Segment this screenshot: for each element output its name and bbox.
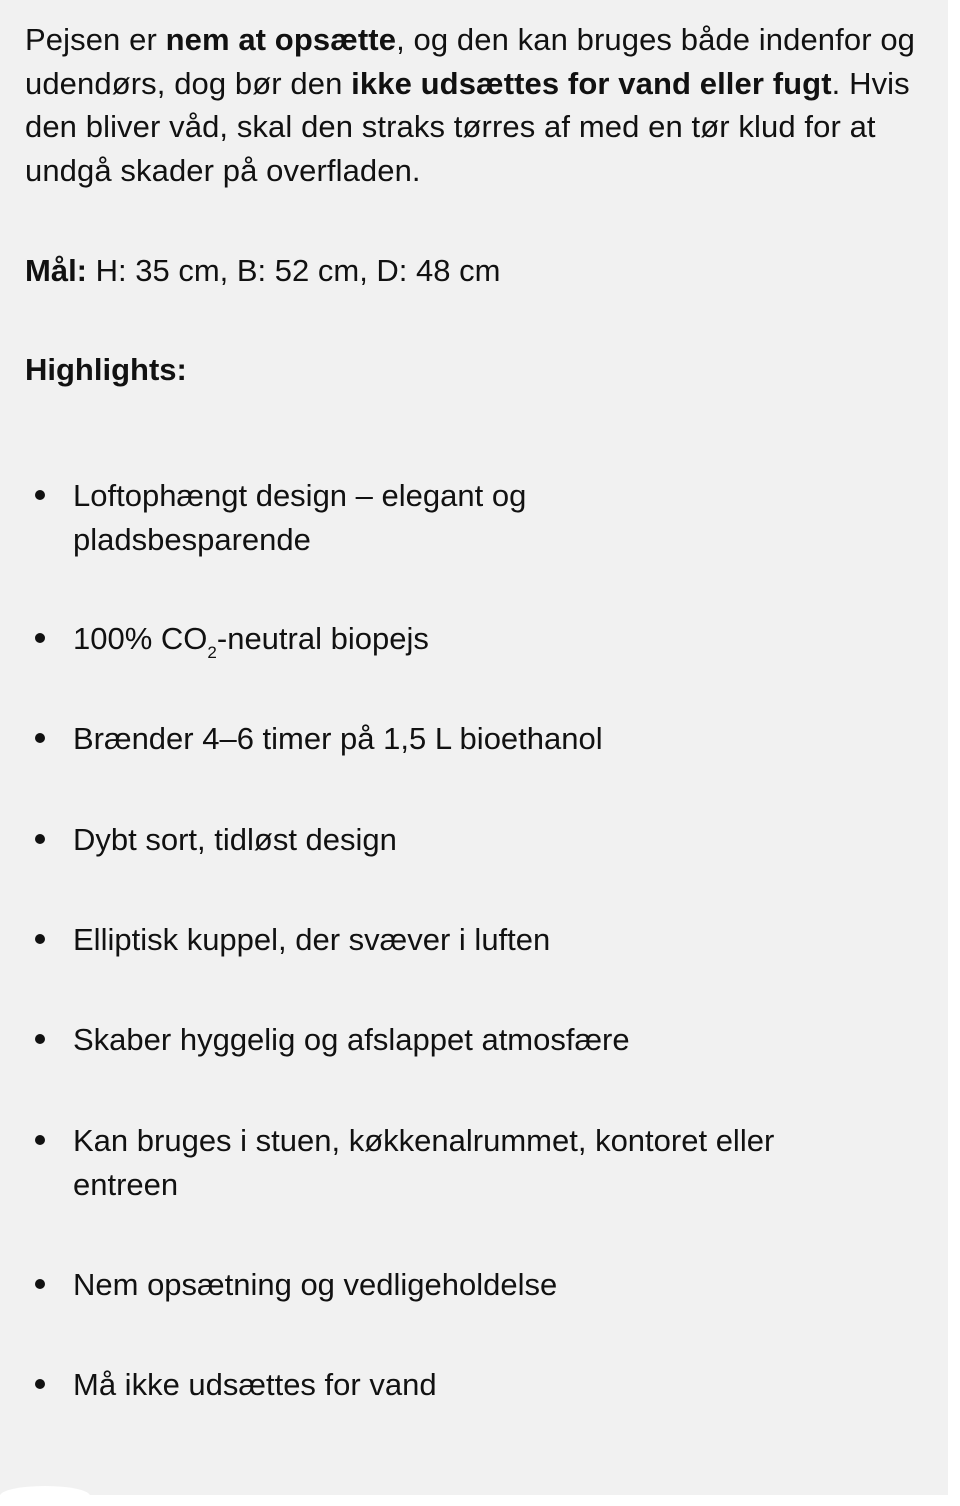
list-item	[73, 617, 873, 661]
list-item-text: Dybt sort, tidløst design	[73, 822, 397, 857]
list-item-text: Nem opsætning og vedligeholdelse	[73, 1267, 558, 1302]
bullet-icon	[35, 733, 45, 743]
list-item	[73, 1119, 873, 1207]
bullet-icon	[35, 1379, 45, 1389]
list-item	[73, 1263, 873, 1307]
intro-text-3: . Hvis den bliver våd, skal den straks tørres af med en tør klud for at undgå skader på overfladen.	[25, 65, 910, 188]
list-item-text: Kan bruges i stuen, køkkenalrummet, kontoret eller entreen	[73, 1123, 775, 1202]
bullet-icon	[35, 934, 45, 944]
list-item	[73, 474, 873, 562]
list-item-text-suffix: -neutral biopejs	[216, 621, 429, 656]
bullet-icon	[35, 834, 45, 844]
bullet-icon	[35, 633, 45, 643]
list-item-text: Elliptisk kuppel, der svæver i luften	[73, 922, 551, 957]
intro-text-1: Pejsen er	[25, 22, 166, 57]
dimensions-line	[25, 249, 500, 292]
bottom-edge-shape	[0, 1486, 90, 1506]
list-item-text: Brænder 4–6 timer på 1,5 L bioethanol	[73, 721, 603, 756]
intro-bold-water-warning: ikke udsættes for vand eller fugt	[351, 65, 832, 101]
highlights-heading: Highlights:	[25, 352, 187, 387]
co2-subscript: 2	[207, 643, 217, 662]
list-item-text: Må ikke udsættes for vand	[73, 1367, 437, 1402]
list-item	[73, 818, 873, 862]
bullet-icon	[35, 1135, 45, 1145]
intro-paragraph	[25, 18, 930, 192]
list-item	[73, 918, 873, 962]
list-item-text: 100% CO	[73, 621, 208, 656]
list-item	[73, 1363, 873, 1407]
dimensions-label: Mål:	[25, 253, 87, 288]
list-item-text: Loftophængt design – elegant og pladsbesparende	[73, 478, 527, 557]
intro-text-2: , og den kan bruges både indenfor og udendørs, dog bør den	[25, 22, 916, 101]
list-item-text: Skaber hyggelig og afslappet atmosfære	[73, 1022, 630, 1057]
intro-bold-easy-setup: nem at opsætte	[165, 22, 397, 57]
bullet-icon	[35, 1034, 45, 1044]
list-item	[73, 717, 873, 761]
list-item	[73, 1018, 873, 1062]
dimensions-value: H: 35 cm, B: 52 cm, D: 48 cm	[87, 253, 501, 288]
bullet-icon	[35, 490, 45, 500]
bullet-icon	[35, 1279, 45, 1289]
